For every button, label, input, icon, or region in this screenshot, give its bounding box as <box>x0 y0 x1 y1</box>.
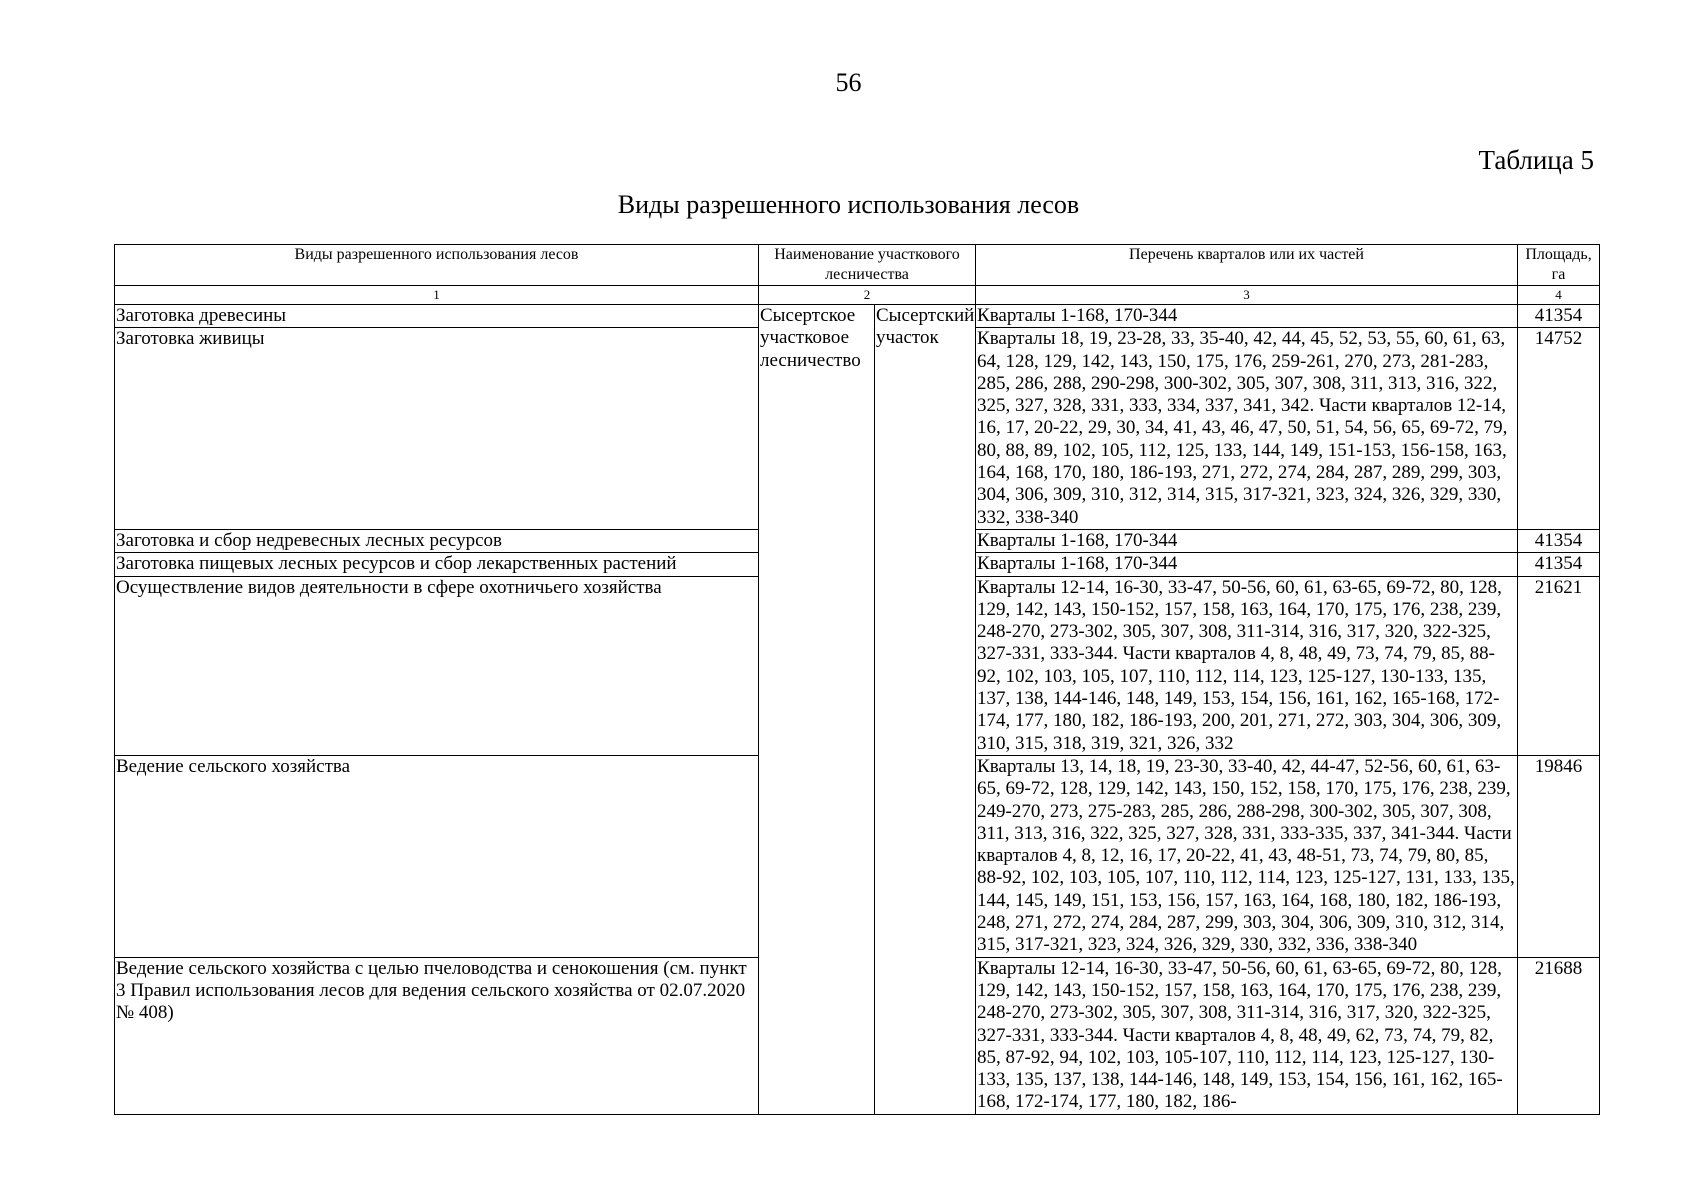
header-quarters: Перечень кварталов или их частей <box>976 245 1518 286</box>
use-kind-cell: Заготовка пищевых лесных ресурсов и сбор лекарственных растений <box>115 553 759 576</box>
use-kind-cell: Осуществление видов деятельности в сфере охотничьего хозяйства <box>115 576 759 755</box>
quarters-cell: Кварталы 13, 14, 18, 19, 23-30, 33-40, 42, 44-47, 52-56, 60, 61, 63-65, 69-72, 128, 129, 142, 143, 150, 152, 158, 170, 175, 176, 238, 239, 249-270, 273, 275-283, 285, 286, 288-298, 300-302, 305, 307, 308, 311, 313, 316, 322, 325, 327, 328, 331, 333-335, 337, 341-344. Части кварталов 4, 8, 12, 16, 17, 20-22, 41, 43, 48-51, 73, 74, 79, 80, 85, 88-92, 102, 103, 105, 107, 110, 112, 114, 123, 125-127, 131, 133, 135, 144, 145, 149, 151, 153, 156, 157, 163, 164, 168, 180, 182, 186-193, 248, 271, 272, 274, 284, 287, 299, 303, 304, 306, 309, 310, 312, 314, 315, 317-321, 323, 324, 326, 329, 330, 332, 336, 338-340 <box>976 755 1518 957</box>
quarters-cell: Кварталы 1-168, 170-344 <box>976 305 1518 328</box>
header-forestry: Наименование участкового лесничества <box>759 245 976 286</box>
area-cell: 41354 <box>1518 529 1600 552</box>
column-number-row <box>115 286 1600 305</box>
page-number: 56 <box>835 68 862 97</box>
column-number: 1 <box>115 286 759 305</box>
quarters-cell: Кварталы 1-168, 170-344 <box>976 553 1518 576</box>
area-cell: 21621 <box>1518 576 1600 755</box>
header-kind: Виды разрешенного использования лесов <box>115 245 759 286</box>
area-cell: 41354 <box>1518 305 1600 328</box>
use-kind-cell: Ведение сельского хозяйства <box>115 755 759 957</box>
quarters-cell: Кварталы 1-168, 170-344 <box>976 529 1518 552</box>
quarters-cell: Кварталы 12-14, 16-30, 33-47, 50-56, 60, 61, 63-65, 69-72, 80, 128, 129, 142, 143, 150-152, 157, 158, 163, 164, 170, 175, 176, 238, 239, 248-270, 273-302, 305, 307, 308, 311-314, 316, 317, 320, 322-325, 327-331, 333-344. Части кварталов 4, 8, 48, 49, 73, 74, 79, 85, 88-92, 102, 103, 105, 107, 110, 112, 114, 123, 125-127, 130-133, 135, 137, 138, 144-146, 148, 149, 153, 154, 156, 161, 162, 165-168, 172-174, 177, 180, 182, 186-193, 200, 201, 271, 272, 303, 304, 306, 309, 310, 315, 318, 319, 321, 326, 332 <box>976 576 1518 755</box>
area-cell: 41354 <box>1518 553 1600 576</box>
area-cell: 21688 <box>1518 957 1600 1114</box>
table-title: Виды разрешенного использования лесов <box>617 190 1080 219</box>
table-label: Таблица 5 <box>1478 145 1594 175</box>
site-name-cell: Сысертский участок <box>875 305 976 1115</box>
table-header-row <box>115 245 1600 286</box>
area-cell: 14752 <box>1518 328 1600 530</box>
use-kind-cell: Ведение сельского хозяйства с целью пчеловодства и сенокошения (см. пункт 3 Правил использования лесов для ведения сельского хозяйства от 02.07.2020 № 408) <box>115 957 759 1114</box>
header-area: Площадь, га <box>1518 245 1600 286</box>
quarters-cell: Кварталы 18, 19, 23-28, 33, 35-40, 42, 44, 45, 52, 53, 55, 60, 61, 63, 64, 128, 129, 142, 143, 150, 175, 176, 259-261, 270, 273, 281-283, 285, 286, 288, 290-298, 300-302, 305, 307, 308, 311, 313, 316, 322, 325, 327, 328, 331, 333, 334, 337, 341, 342. Части кварталов 12-14, 16, 17, 20-22, 29, 30, 34, 41, 43, 46, 47, 50, 51, 54, 56, 65, 69-72, 79, 80, 88, 89, 102, 105, 112, 125, 133, 144, 149, 151-153, 156-158, 163, 164, 168, 170, 180, 186-193, 271, 272, 274, 284, 287, 289, 299, 303, 304, 306, 309, 310, 312, 314, 315, 317-321, 323, 324, 326, 329, 330, 332, 338-340 <box>976 328 1518 530</box>
area-cell: 19846 <box>1518 755 1600 957</box>
column-number: 2 <box>759 286 976 305</box>
column-number: 4 <box>1518 286 1600 305</box>
use-kind-cell: Заготовка и сбор недревесных лесных ресурсов <box>115 529 759 552</box>
use-kind-cell: Заготовка древесины <box>115 305 759 328</box>
quarters-cell: Кварталы 12-14, 16-30, 33-47, 50-56, 60, 61, 63-65, 69-72, 80, 128, 129, 142, 143, 150-152, 157, 158, 163, 164, 170, 175, 176, 238, 239, 248-270, 273-302, 305, 307, 308, 311-314, 316, 317, 320, 322-325, 327-331, 333-344. Части кварталов 4, 8, 48, 49, 62, 73, 74, 79, 82, 85, 87-92, 94, 102, 103, 105-107, 110, 112, 114, 123, 125-127, 130-133, 135, 137, 138, 144-146, 148, 149, 153, 154, 156, 161, 162, 165-168, 172-174, 177, 180, 182, 186- <box>976 957 1518 1114</box>
column-number: 3 <box>976 286 1518 305</box>
table-row <box>115 305 1600 328</box>
forestry-name-cell: Сысертское участковое лесничество <box>759 305 875 1115</box>
permitted-use-table <box>114 244 1600 1115</box>
use-kind-cell: Заготовка живицы <box>115 328 759 530</box>
